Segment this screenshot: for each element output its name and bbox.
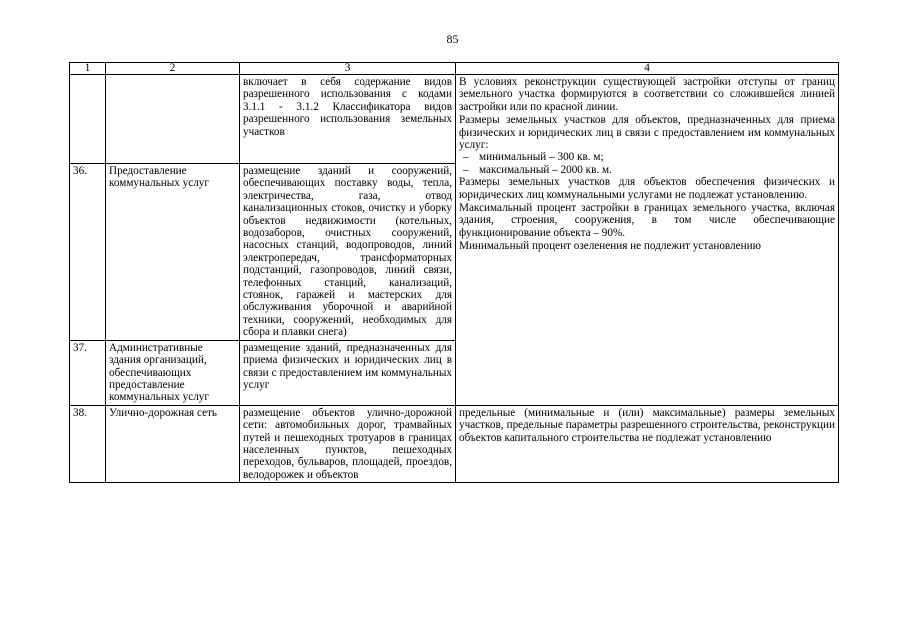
- header-cell-3: 3: [240, 63, 456, 75]
- dash-marker: –: [463, 151, 469, 164]
- table-row-continuation: [70, 75, 839, 164]
- name-cell: Административные здания организаций, обеспечивающих предоставление коммунальных услуг: [106, 340, 240, 405]
- parameters-paragraph-5: Минимальный процент озеленения не подлежит установлению: [459, 240, 761, 253]
- number-cell: 38.: [70, 405, 106, 482]
- header-cell-2: 2: [106, 63, 240, 75]
- dash-marker: –: [463, 163, 469, 176]
- description-cell: включает в себя содержание видов разрешенного использования с кодами 3.1.1 - 3.1.2 Классификатора видов разрешенного использования земельных участков: [240, 75, 456, 164]
- description-cell: размещение зданий и сооружений, обеспечивающих поставку воды, тепла, электричества, газа, отвод канализационных стоков, очистку и уборку объектов недвижимости (котельных, водозаборов, очистных сооружений, насосных станций, водопроводов, линий электропередач, трансформаторных подстанций, газопроводов, линий связи, телефонных станций, канализаций, стоянок, гаражей и мастерских для обслуживания уборочной и аварийной техники, сооружений, необходимых для сбора и плавки снега): [240, 164, 456, 341]
- max-size-text: максимальный – 2000 кв. м.: [479, 163, 612, 176]
- description-cell: размещение зданий, предназначенных для приема физических и юридических лиц в связи с предоставлением им коммунальных услуг: [240, 340, 456, 405]
- table-header-row: [70, 63, 839, 75]
- number-cell: [70, 75, 106, 164]
- name-cell: [106, 75, 240, 164]
- number-cell: 36.: [70, 164, 106, 341]
- min-size-item: [459, 151, 835, 163]
- max-size-item: [459, 164, 835, 176]
- table-row-38: [70, 405, 839, 482]
- parameters-paragraph-2: Размеры земельных участков для объектов, предназначенных для приема физических и юридических лиц в связи с предоставлением им коммунальных услуг:: [459, 114, 835, 152]
- page-number: 85: [446, 32, 459, 46]
- min-size-text: минимальный – 300 кв. м;: [479, 151, 604, 164]
- parameters-cell: предельные (минимальные и (или) максимальные) размеры земельных участков, предельные параметры разрешенного строительства, реконструкции объектов капитального строительства не подлежат установлению: [456, 405, 839, 482]
- regulations-table: [69, 62, 839, 483]
- parameters-paragraph-4: Максимальный процент застройки в границах земельного участка, включая здания, строения, сооружения, в том числе обеспечивающие функционирование объекта – 90%.: [459, 202, 835, 239]
- parameters-cell: [456, 75, 839, 406]
- header-cell-1: 1: [70, 63, 106, 75]
- header-cell-4: 4: [456, 63, 839, 75]
- name-cell: Предоставление коммунальных услуг: [106, 164, 240, 341]
- description-cell: размещение объектов улично-дорожной сети: автомобильных дорог, трамвайных путей и пешеходных тротуаров в границах населенных пунктов, пешеходных переходов, бульваров, площадей, проездов, велодорожек и объектов: [240, 405, 456, 482]
- parameters-paragraph-1: В условиях реконструкции существующей застройки отступы от границ земельного участка формируются в соответствии со сложившейся линией застройки или по красной линии.: [459, 76, 835, 113]
- name-cell: Улично-дорожная сеть: [106, 405, 240, 482]
- parameters-paragraph-3: Размеры земельных участков для объектов обеспечения физических и юридических лиц коммунальными услугами не подлежат установлению.: [459, 176, 835, 201]
- number-cell: 37.: [70, 340, 106, 405]
